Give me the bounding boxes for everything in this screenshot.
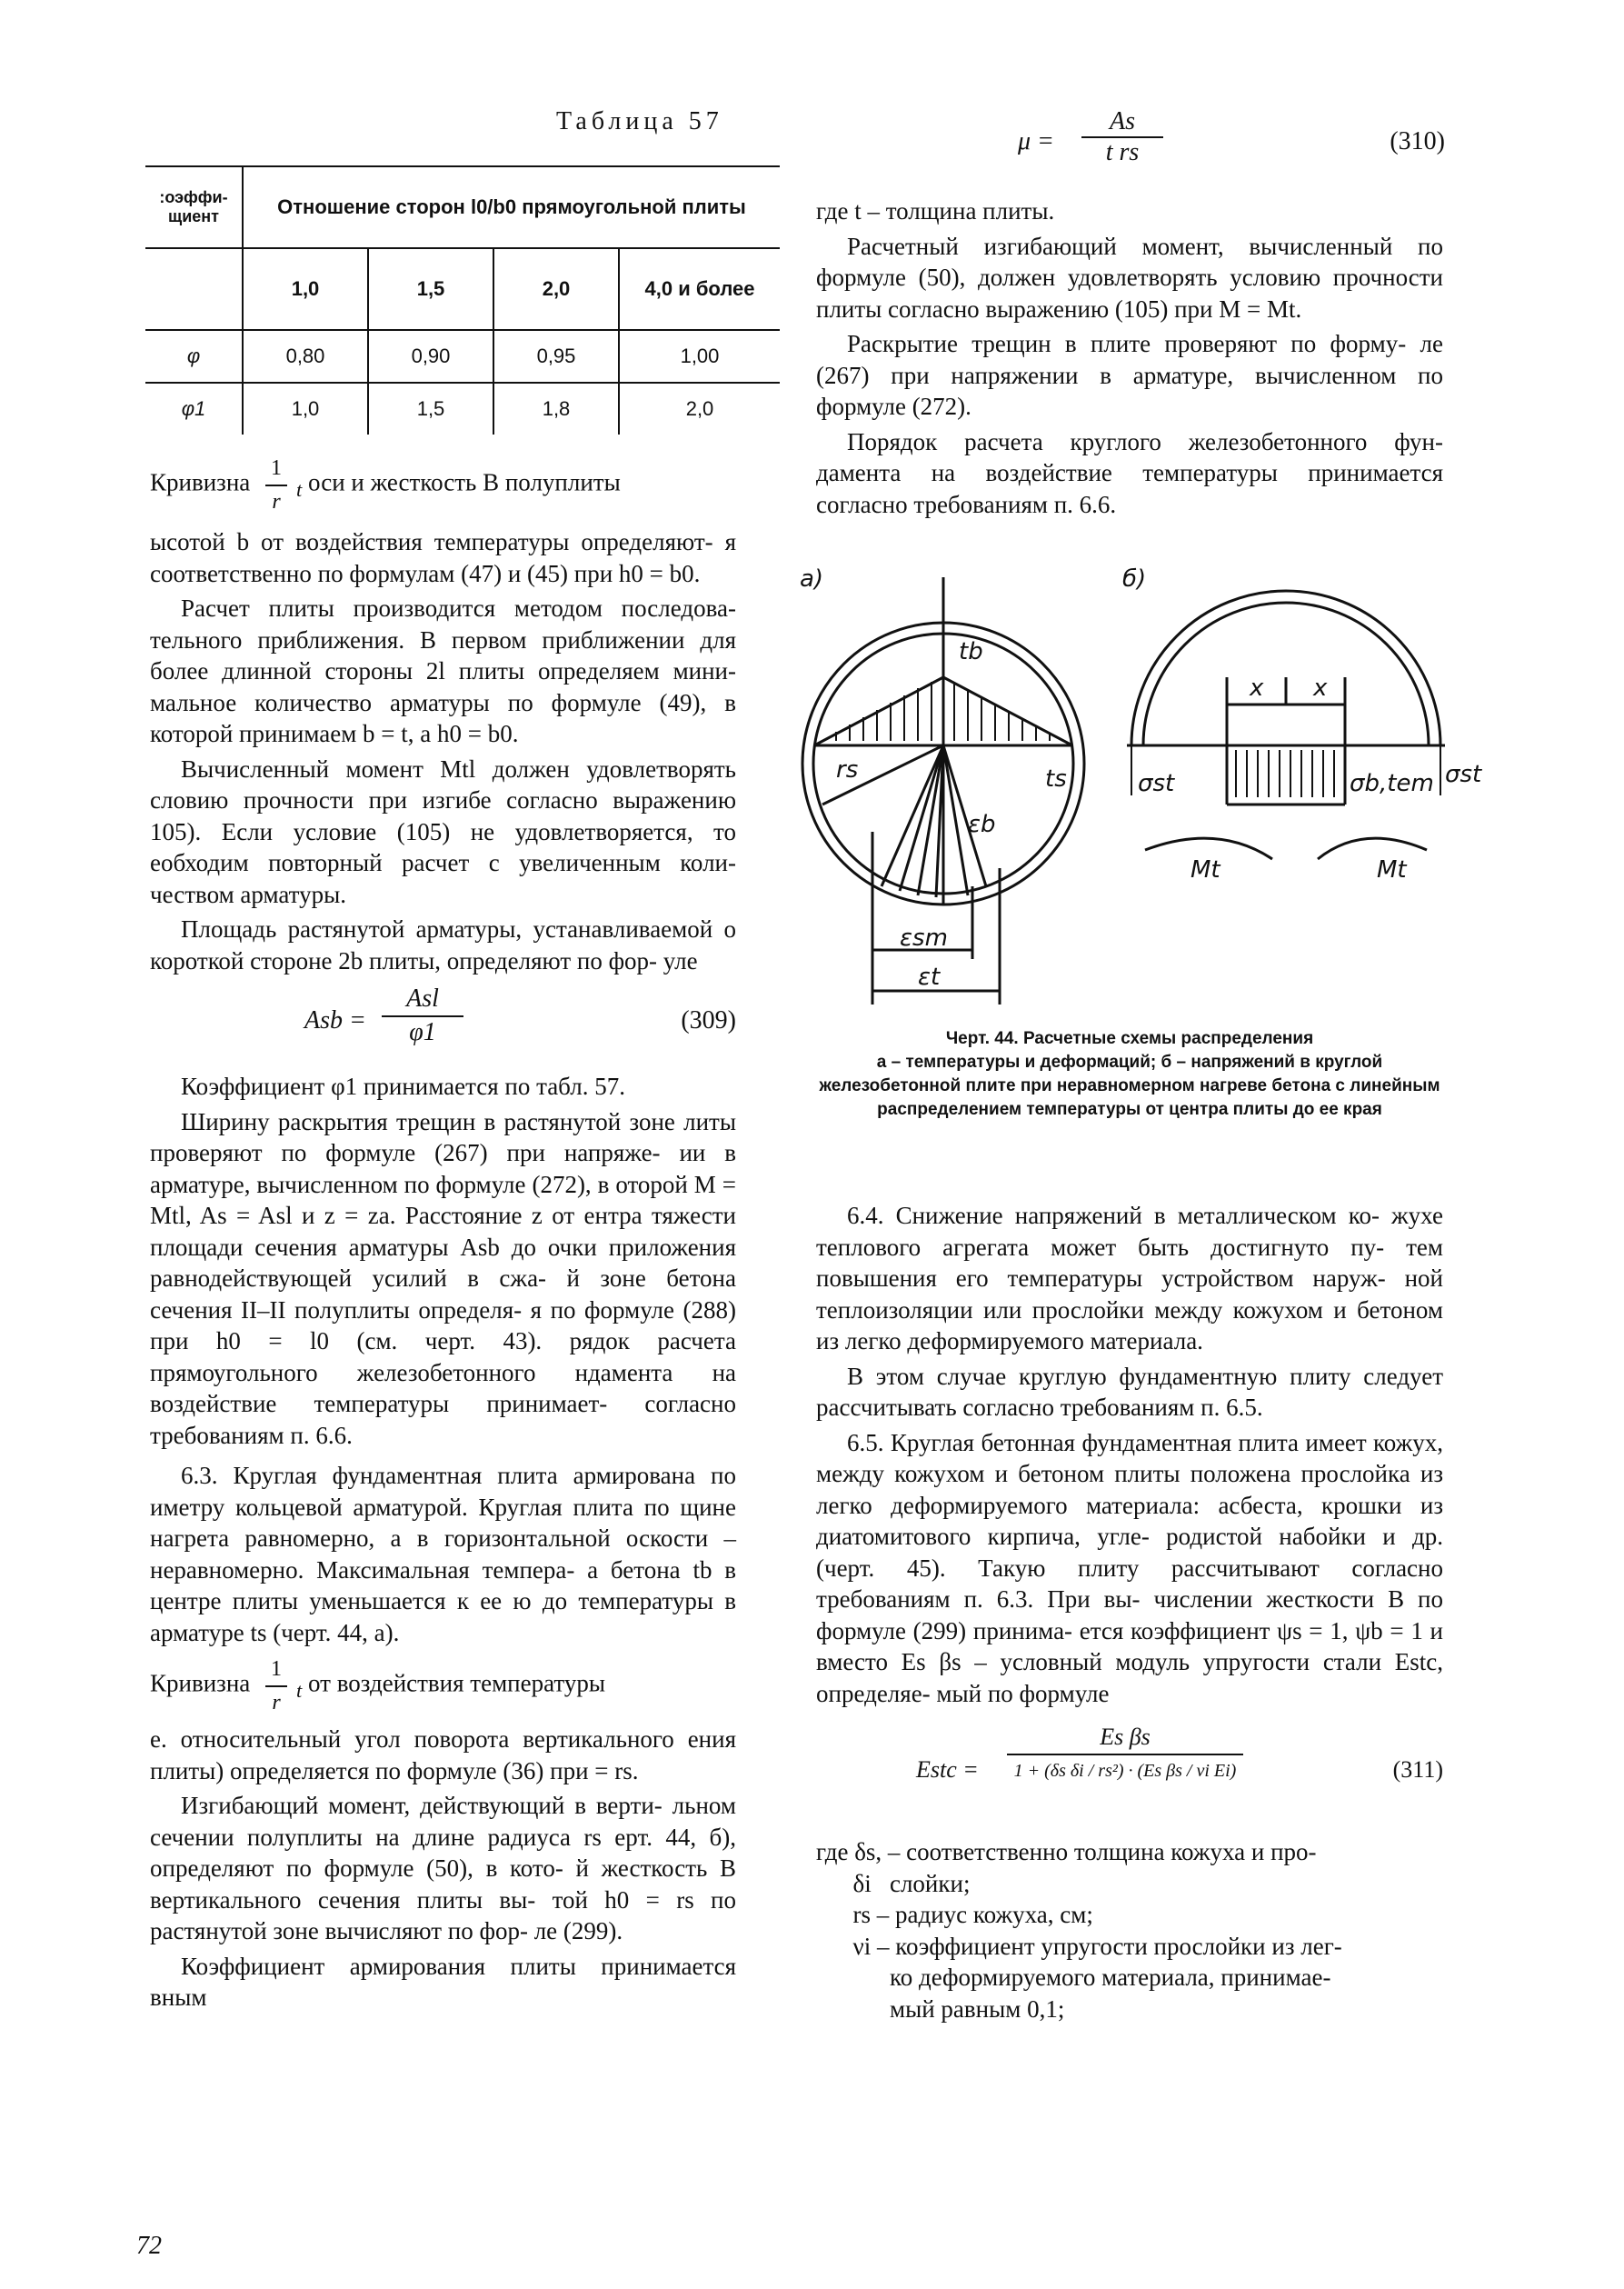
table-cell: 1,5 — [368, 383, 493, 435]
svg-text:εb: εb — [968, 811, 996, 838]
paragraph: В этом случае круглую фундаментную плиту следует рассчитывать согласно требованиям п. 6.5. — [816, 1362, 1443, 1421]
table-row-label: φ1 — [181, 397, 206, 420]
paragraph: Коэффициент армирования плиты принимается вным — [150, 1952, 736, 2011]
formula-310: μ = $\frac{As}{\text{t rs}}$ (310) — [1018, 107, 1445, 166]
paragraph: Площадь растянутой арматуры, устанавливаемой о короткой стороне 2b плиты, определяют по фор- уле — [150, 915, 736, 975]
paragraph: Изгибающий момент, действующий в верти- льном сечении полуплиты на длине радиуса rs ерт. 44, б), определяют по формуле (50), в кото- й жесткость B вертикального сечения плиты вы- той h0 = rs по растянутой зоне вычисляют по фор- ле (299). — [150, 1792, 736, 1944]
paragraph: 6.4. Снижение напряжений в металлическом ко- жухе теплового агрегата может быть достигнуто пу- тем повышения его температуры устройством наруж- ной теплоизоляции или прослойки между кожухом и бетоном из легко деформируемого материала. — [816, 1202, 1443, 1354]
table-cell: 1,00 — [619, 330, 780, 383]
svg-text:Mt: Mt — [1191, 856, 1220, 884]
table-row — [145, 330, 780, 383]
list-item: ко деформируемого материала, принимае- — [816, 1964, 1331, 1991]
table-57 — [145, 165, 780, 435]
list-item: δi слойки; — [816, 1869, 971, 1897]
table-cell: 0,80 — [243, 330, 368, 383]
formula-311: Estc = Es βs 1 + (δs δi / rs²) · (Es βs / νi Ei) (311) — [816, 1718, 1443, 1827]
list-item: мый равным 0,1; — [816, 1994, 1065, 2023]
paragraph-text: оси и жесткость B полуплиты — [308, 468, 621, 496]
svg-text:σst: σst — [1138, 770, 1175, 797]
table-head-ratio: Отношение сторон l0/b0 прямоугольной плиты — [243, 166, 780, 248]
svg-text:σb,tem: σb,tem — [1350, 770, 1434, 797]
right-column-top — [816, 195, 1443, 524]
curvature-fraction: $\frac{1}{r}$ — [265, 1654, 287, 1718]
table-ratio-cell: 4,0 и более — [619, 248, 780, 330]
left-column — [150, 453, 736, 2017]
table-cell: 2,0 — [619, 383, 780, 435]
paragraph: Кривизна $\frac{1}{r}$ $_t$ оси и жесткость B полуплиты — [150, 453, 736, 517]
paragraph: е. относительный угол поворота вертикального ения плиты) определяется по формуле (36) при = rs. — [150, 1725, 736, 1784]
svg-text:εt: εt — [918, 964, 941, 991]
svg-text:x: x — [1313, 675, 1328, 702]
paragraph: где t – толщина плиты. — [816, 197, 1055, 225]
equation-number: (311) — [1392, 1756, 1443, 1783]
paragraph: Ширину раскрытия трещин в растянутой зоне литы проверяют по формуле (267) при напряже- ии в арматуре, вычисленном по формуле (272), в оторой M = Mtl, As = Asl и z = za. Расстояние z от ентра тяжести площади сечения арматуры Asb до очки приложения равнодействующей усилий в сжа- й зоне бетона сечения II–II полуплиты определя- я по формуле (288) при h0 = l0 (см. черт. 43). рядок расчета прямоугольного железобетонного ндамента на воздействие температуры принимает- согласно требованиям п. 6.6. — [150, 1107, 736, 1449]
page-number: 72 — [136, 2232, 162, 2260]
svg-text:tb: tb — [959, 638, 983, 665]
table-head-coef: :оэффи- щиент — [145, 166, 243, 248]
paragraph: Расчетный изгибающий момент, вычисленный по формуле (50), должен удовлетворять условию прочности плиты согласно выражению (105) при M = Mt. — [816, 232, 1443, 323]
list-item: νi – коэффициент упругости прослойки из лег- — [816, 1932, 1342, 1960]
svg-text:Mt: Mt — [1377, 856, 1407, 884]
figure-44 — [782, 559, 1482, 1014]
equation-number: (310) — [1390, 127, 1445, 155]
svg-text:rs: rs — [836, 756, 859, 784]
paragraph: 6.3. Круглая фундаментная плита армирована по иметру кольцевой арматурой. Круглая плита по щине нагрета равномерно, а в горизонтальной оскости – неравномерно. Максимальная темпера- а бетона tb в центре плиты уменьшается к ее ю до температуры в арматуре ts (черт. 44, а). — [150, 1462, 736, 1646]
paragraph: ысотой b от воздействия температуры определяют- я соответственно по формулам (47) и (45) при h0 = b0. — [150, 528, 736, 587]
curvature-fraction: $\frac{1}{r}$ — [265, 453, 287, 517]
list-item: rs – радиус кожуха, см; — [816, 1901, 1093, 1928]
paragraph: Порядок расчета круглого железобетонного фун- дамента на воздействие температуры принимается согласно требованиям п. 6.6. — [816, 427, 1443, 518]
paragraph: 6.5. Круглая бетонная фундаментная плита имеет кожух, между кожухом и бетоном плиты положена прослойка из легко деформируемого материала: асбеста, крошки из диатомитового кирпича, угле- родистой набойки и др. (черт. 45). Такую плиту рассчитывают согласно требованиям п. 6.3. При вы- числении жесткости B по формуле (299) принима- ется коэффициент ψs = 1, ψb = 1 и вместо Es βs – условный модуль упругости стали Estc, определяе- мый по формуле — [816, 1428, 1443, 1707]
fig-label-a: а) — [800, 565, 824, 593]
table-row — [145, 383, 780, 435]
table-empty-cell — [145, 248, 243, 330]
paragraph: Вычисленный момент Mtl должен удовлетворять словию прочности при изгибе согласно выражению 105). Если условие (105) не удовлетворяется, то еобходим повторный расчет с увеличенным коли- чеством арматуры. — [150, 755, 736, 908]
svg-text:ts: ts — [1045, 765, 1067, 793]
symbol-list — [816, 1836, 1443, 2024]
table-cell: 1,0 — [243, 383, 368, 435]
table-caption: Таблица 57 — [556, 107, 723, 135]
formula-309: Asb = Asl φ1 (309) — [304, 985, 736, 1046]
table-cell: 0,95 — [493, 330, 619, 383]
paragraph: Кривизна $\frac{1}{r}$ $_t$ от воздействия температуры — [150, 1654, 736, 1718]
svg-text:σst: σst — [1445, 761, 1482, 788]
table-ratio-cell: 1,0 — [243, 248, 368, 330]
equation-number: (309) — [681, 1006, 736, 1035]
figure-caption: Черт. 44. Расчетные схемы распределения а – температуры и деформаций; б – напряжений в круглой железобетонной плите при неравномерном нагреве бетона с линейным распределением температуры от центра плиты до ее края — [819, 1029, 1440, 1119]
table-ratio-cell: 2,0 — [493, 248, 619, 330]
table-cell: 0,90 — [368, 330, 493, 383]
paragraph: Раскрытие трещин в плите проверяют по форму- ле (267) при напряжении в арматуре, вычисленном по формуле (272). — [816, 330, 1443, 420]
table-row-label: φ — [145, 330, 243, 383]
paragraph: Коэффициент φ1 принимается по табл. 57. — [181, 1073, 625, 1100]
svg-text:εsm: εsm — [900, 925, 948, 952]
curvature-word: Кривизна — [150, 468, 251, 496]
list-item: где δs, – соответственно толщина кожуха и про- — [816, 1838, 1317, 1865]
right-column-bottom — [816, 1200, 1443, 2024]
table-ratio-cell: 1,5 — [368, 248, 493, 330]
paragraph: Расчет плиты производится методом последова- тельного приближения. В первом приближении для более длинной стороны 2l плиты определяем мини- мальное количество арматуры по формуле (49), в которой принимаем b = t, а h0 = b0. — [150, 595, 736, 747]
svg-text:x: x — [1250, 675, 1264, 702]
table-cell: 1,8 — [493, 383, 619, 435]
fig-label-b: б) — [1122, 565, 1147, 593]
